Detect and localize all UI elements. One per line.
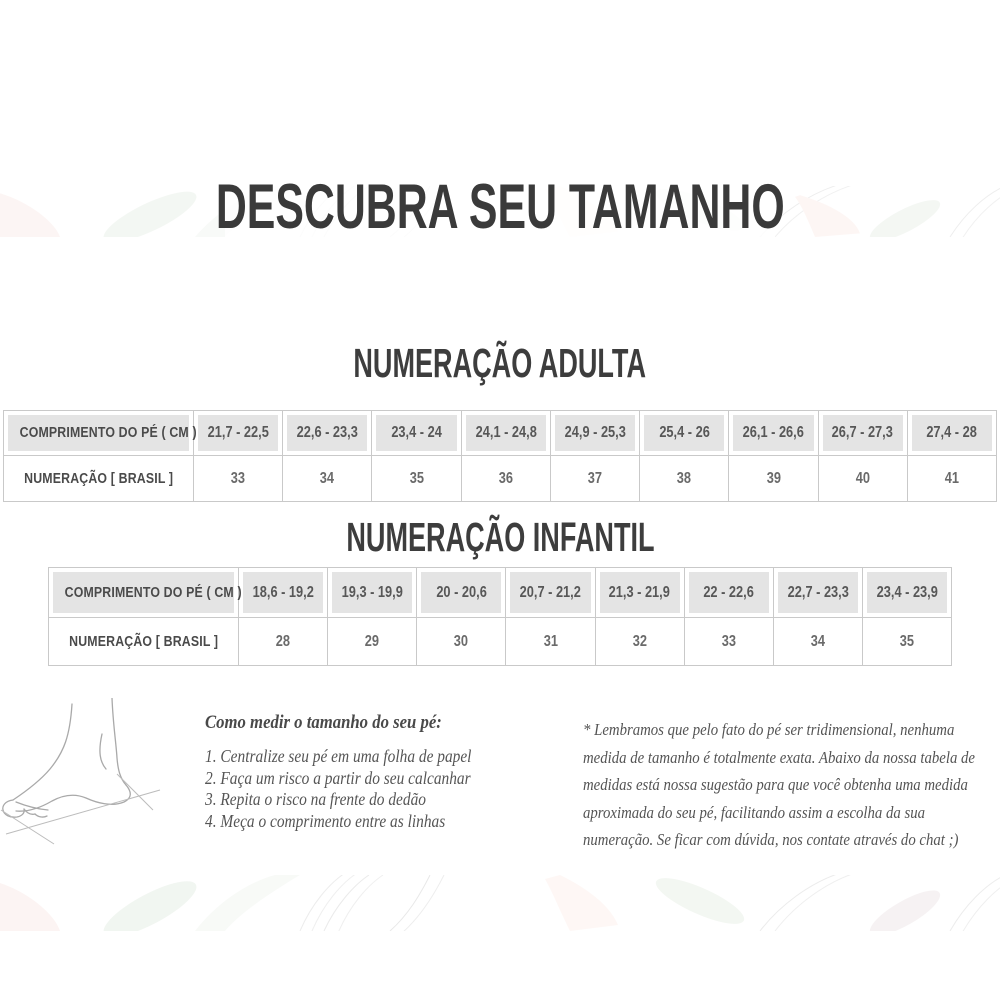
infant-range-cell: 22,7 - 23,3: [773, 568, 862, 618]
page-title: DESCUBRA SEU TAMANHO: [215, 172, 785, 242]
disclaimer-line-5: numeração. Se ficar com dúvida, nos contate através do chat ;): [583, 830, 959, 849]
adult-range-cell: 27,4 - 28: [907, 411, 996, 456]
infant-range-cell: 20,7 - 21,2: [506, 568, 595, 618]
leaf-pattern-bottom-icon: [0, 875, 1000, 931]
adult-range-cell: 26,7 - 27,3: [818, 411, 907, 456]
infant-length-row: [49, 568, 952, 618]
infant-size-cell: 28: [239, 618, 328, 666]
infant-size-cell: 30: [417, 618, 506, 666]
infant-size-cell: 35: [862, 618, 951, 666]
measure-step-4: 4. Meça o comprimento entre as linhas: [205, 810, 446, 831]
infant-size-label: NUMERAÇÃO [ BRASIL ]: [49, 618, 239, 666]
adult-length-row: [4, 411, 997, 456]
measure-instructions-title: Como medir o tamanho do seu pé:: [205, 712, 442, 733]
adult-size-label: NUMERAÇÃO [ BRASIL ]: [4, 456, 194, 502]
adult-size-row: [4, 456, 997, 502]
adult-size-cell: 33: [194, 456, 283, 502]
infant-length-label: COMPRIMENTO DO PÉ ( CM ): [49, 568, 239, 618]
infant-size-row: [49, 618, 952, 666]
measure-step-2: 2. Faça um risco a partir do seu calcanhar: [205, 767, 471, 788]
adult-size-cell: 39: [729, 456, 818, 502]
infant-size-cell: 32: [595, 618, 684, 666]
adult-range-cell: 22,6 - 23,3: [283, 411, 372, 456]
disclaimer-line-1: * Lembramos que pelo fato do pé ser tridimensional, nenhuma: [583, 720, 955, 739]
infant-range-cell: 20 - 20,6: [417, 568, 506, 618]
adult-range-cell: 23,4 - 24: [372, 411, 461, 456]
infant-size-cell: 31: [506, 618, 595, 666]
disclaimer-note: [583, 716, 992, 854]
infant-range-cell: 23,4 - 23,9: [862, 568, 951, 618]
infant-size-cell: 33: [684, 618, 773, 666]
disclaimer-line-4: aproximada do seu pé, facilitando assim a escolha da sua: [583, 802, 926, 822]
adult-range-cell: 25,4 - 26: [640, 411, 729, 456]
infant-size-cell: 34: [773, 618, 862, 666]
adult-size-cell: 40: [818, 456, 907, 502]
measure-step-1: 1. Centralize seu pé em uma folha de papel: [205, 746, 472, 766]
infant-range-cell: 22 - 22,6: [684, 568, 773, 618]
adult-size-cell: 35: [372, 456, 461, 502]
infant-section-title: NUMERAÇÃO INFANTIL: [345, 514, 655, 560]
infant-size-cell: 29: [328, 618, 417, 666]
adult-range-cell: 26,1 - 26,6: [729, 411, 818, 456]
adult-size-cell: 41: [907, 456, 996, 502]
measure-step-3: 3. Repita o risco na frente do dedão: [205, 789, 426, 809]
measure-instructions: [205, 712, 522, 832]
disclaimer-line-2: medida de tamanho é totalmente exata. Abaixo da nossa tabela de: [583, 747, 976, 767]
adult-length-label: COMPRIMENTO DO PÉ ( CM ): [4, 411, 194, 456]
infant-range-cell: 21,3 - 21,9: [595, 568, 684, 618]
adult-section-title: NUMERAÇÃO ADULTA: [353, 340, 647, 386]
adult-size-cell: 37: [550, 456, 639, 502]
infant-range-cell: 18,6 - 19,2: [239, 568, 328, 618]
infant-range-cell: 19,3 - 19,9: [328, 568, 417, 618]
adult-range-cell: 24,1 - 24,8: [461, 411, 550, 456]
adult-size-cell: 34: [283, 456, 372, 502]
foot-illustration-icon: [0, 698, 178, 848]
adult-range-cell: 21,7 - 22,5: [194, 411, 283, 456]
disclaimer-line-3: medidas está nossa sugestão para que você obtenha uma medida: [583, 775, 968, 794]
adult-range-cell: 24,9 - 25,3: [550, 411, 639, 456]
infant-size-table: [48, 567, 952, 666]
adult-size-cell: 36: [461, 456, 550, 502]
adult-size-table: [3, 410, 997, 502]
adult-size-cell: 38: [640, 456, 729, 502]
